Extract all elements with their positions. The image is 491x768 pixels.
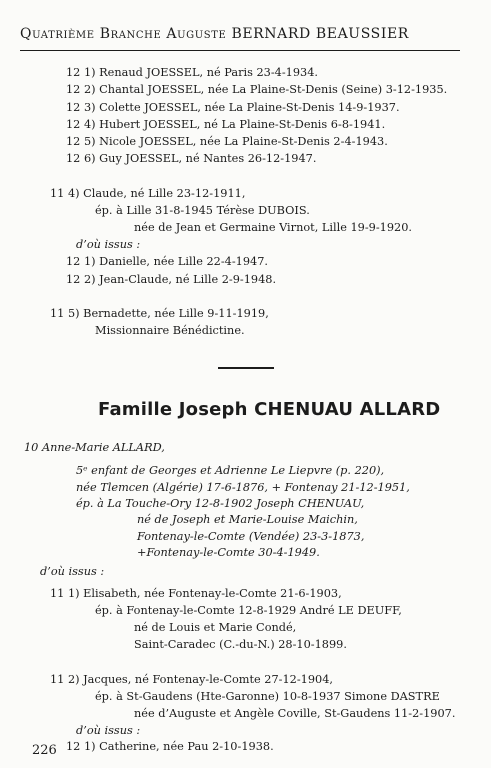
text-line: 12 1) Danielle, née Lille 22-4-1947.	[66, 255, 269, 268]
running-header: Quatrième Branche Auguste BERNARD BEAUSSIER	[20, 26, 409, 42]
header-rule	[20, 50, 460, 51]
text-line: née d’Auguste et Angèle Coville, St-Gaudens 11-2-1907.	[134, 707, 456, 720]
section-separator	[218, 367, 274, 369]
text-line: 11 5) Bernadette, née Lille 9-11-1919,	[50, 307, 269, 320]
text-line: 5ᵉ enfant de Georges et Adrienne Le Liepvre (p. 220),	[76, 464, 385, 477]
text-line: 12 6) Guy JOESSEL, né Nantes 26-12-1947.	[66, 152, 317, 165]
text-line: ép. à La Touche-Ory 12-8-1902 Joseph CHENUAU,	[76, 497, 365, 510]
text-line: née de Jean et Germaine Virnot, Lille 19-9-1920.	[134, 221, 413, 234]
text-line: née Tlemcen (Algérie) 17-6-1876, + Fontenay 21-12-1951,	[76, 481, 410, 494]
text-line: 11 1) Elisabeth, née Fontenay-le-Comte 21-6-1903,	[50, 587, 342, 600]
text-line: Missionnaire Bénédictine.	[95, 324, 245, 337]
text-line: Fontenay-le-Comte (Vendée) 23-3-1873,	[137, 530, 365, 543]
text-line: né de Joseph et Marie-Louise Maichin,	[137, 513, 358, 526]
text-line: 12 2) Chantal JOESSEL, née La Plaine-St-Denis (Seine) 3-12-1935.	[66, 83, 448, 96]
text-line: 12 4) Hubert JOESSEL, né La Plaine-St-Denis 6-8-1941.	[66, 118, 386, 131]
text-line: 10 Anne-Marie ALLARD,	[24, 441, 165, 454]
text-line: 12 1) Renaud JOESSEL, né Paris 23-4-1934.	[66, 66, 319, 79]
text-line: ép. à Lille 31-8-1945 Térèse DUBOIS.	[95, 204, 310, 217]
family-section-title: Famille Joseph CHENUAU ALLARD	[98, 399, 441, 420]
text-line: 12 2) Jean-Claude, né Lille 2-9-1948.	[66, 273, 277, 286]
text-line: +Fontenay-le-Comte 30-4-1949.	[137, 546, 320, 559]
text-line: 12 5) Nicole JOESSEL, née La Plaine-St-Denis 2-4-1943.	[66, 135, 388, 148]
text-line: Saint-Caradec (C.-du-N.) 28-10-1899.	[134, 638, 347, 651]
text-line: 11 2) Jacques, né Fontenay-le-Comte 27-12-1904,	[50, 673, 334, 686]
text-line: 11 4) Claude, né Lille 23-12-1911,	[50, 187, 246, 200]
page-number: 226	[32, 743, 57, 758]
text-line: 12 3) Colette JOESSEL, née La Plaine-St-Denis 14-9-1937.	[66, 101, 400, 114]
text-line: ép. à Fontenay-le-Comte 12-8-1929 André LE DEUFF,	[95, 604, 402, 617]
text-line: d’où issus :	[76, 238, 141, 251]
text-line: d’où issus :	[40, 565, 105, 578]
text-line: 12 1) Catherine, née Pau 2-10-1938.	[66, 740, 274, 753]
text-line: ép. à St-Gaudens (Hte-Garonne) 10-8-1937 Simone DASTRE	[95, 690, 440, 703]
text-line: d’où issus :	[76, 724, 141, 737]
text-line: né de Louis et Marie Condé,	[134, 621, 297, 634]
